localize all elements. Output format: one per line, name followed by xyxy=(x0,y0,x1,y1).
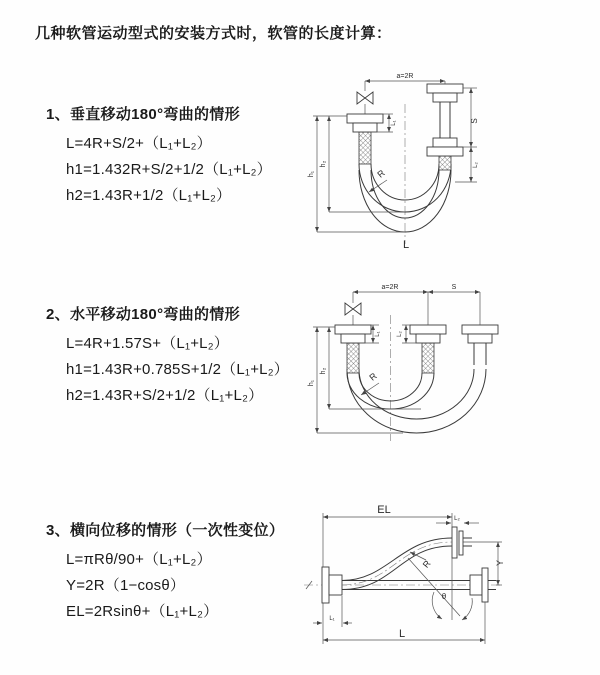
dim-label-y: Y xyxy=(495,559,505,567)
diagram-horizontal-u-bend xyxy=(303,279,588,474)
formula-line: h2=1.43R+S/2+1/2（L₁+L₂） xyxy=(66,387,264,404)
formula-line: L=4R+S/2+（L₁+L₂） xyxy=(66,135,212,152)
dim-label-l1: L₁ xyxy=(329,616,335,622)
formula-line: h1=1.43R+0.785S+1/2（L₁+L₂） xyxy=(66,361,289,378)
dim-label-h1: h₁ xyxy=(308,379,315,387)
dim-label-l1: L₁ xyxy=(391,120,397,126)
flange xyxy=(322,567,329,603)
diagram-vertical-u-bend xyxy=(303,68,588,263)
formula-line: L=4R+1.57S+（L₁+L₂） xyxy=(66,335,229,352)
dim-label-theta: θ xyxy=(441,592,447,601)
left-fitting xyxy=(335,292,371,343)
section-1-heading: 1、垂直移动180°弯曲的情形 xyxy=(46,106,240,123)
hose-arcs xyxy=(347,369,486,433)
braided-hose-left xyxy=(347,343,359,373)
flange xyxy=(347,114,383,123)
left-fitting xyxy=(347,92,383,132)
flange-hub xyxy=(433,93,457,102)
dim-label-s: S xyxy=(451,284,457,291)
dim-label-l2: L₂ xyxy=(473,162,479,168)
flange-hub xyxy=(341,334,365,343)
flange-hub xyxy=(433,138,457,147)
dim-label-l2: L₂ xyxy=(454,516,460,522)
dim-label-l: L xyxy=(402,239,410,251)
flange xyxy=(459,531,463,555)
section-vertical-bend xyxy=(46,103,306,209)
flange-hub xyxy=(353,123,377,132)
flange xyxy=(482,568,488,602)
left-fitting xyxy=(322,567,342,603)
section-1-formulas xyxy=(46,131,306,209)
flange xyxy=(335,325,371,334)
flange-hub xyxy=(468,334,492,343)
section-3-heading: 3、横向位移的情形（一次性变位） xyxy=(46,522,285,539)
dimension-lines xyxy=(313,292,480,433)
formula-line: EL=2Rsinθ+（L₁+L₂） xyxy=(66,603,219,620)
formula-line: h2=1.43R+1/2（L₁+L₂） xyxy=(66,187,232,204)
section-2-heading: 2、水平移动180°弯曲的情形 xyxy=(46,306,240,323)
dim-label-h2: h₂ xyxy=(320,160,327,168)
flange xyxy=(427,147,463,156)
section-horizontal-bend xyxy=(46,303,306,409)
flange-hub xyxy=(329,575,342,595)
dim-label-r: R xyxy=(367,370,379,383)
right-fitting-shifted xyxy=(462,325,498,343)
page-title: 几种软管运动型式的安装方式时，软管的长度计算： xyxy=(35,25,392,42)
section-3-formulas xyxy=(46,547,306,625)
right-fitting xyxy=(427,84,463,156)
dim-label-h2: h₂ xyxy=(320,367,327,375)
flange xyxy=(452,527,457,558)
dim-label-l2: L₂ xyxy=(397,331,403,337)
dim-label-a2r: a=2R xyxy=(396,73,414,80)
dim-label-l1: L₁ xyxy=(375,331,381,337)
dim-label-s: S xyxy=(470,118,479,124)
middle-fitting xyxy=(410,325,446,343)
flange xyxy=(427,84,463,93)
formula-line: Y=2R（1−cosθ） xyxy=(66,577,186,594)
diagram-lateral-displacement xyxy=(296,500,596,670)
flange xyxy=(410,325,446,334)
displaced-end-fitting xyxy=(452,527,472,558)
formula-line: L=πRθ/90+（L₁+L₂） xyxy=(66,551,212,568)
flange-hub xyxy=(470,575,482,595)
dim-label-a2r: a=2R xyxy=(381,284,399,291)
dim-label-el: EL xyxy=(377,504,391,516)
braided-hose-right xyxy=(439,156,451,170)
dim-label-h1: h₁ xyxy=(308,170,315,178)
dim-label-r: R xyxy=(420,558,433,570)
flange-hub xyxy=(416,334,440,343)
shifted-pipe-right xyxy=(474,343,486,365)
formula-line: h1=1.432R+S/2+1/2（L₁+L₂） xyxy=(66,161,272,178)
valve-icon xyxy=(345,303,361,315)
flange xyxy=(462,325,498,334)
dim-label-r: R xyxy=(375,167,387,180)
dimension-lines xyxy=(313,81,477,232)
braided-hose-middle xyxy=(422,343,434,373)
valve-icon xyxy=(357,92,373,104)
dim-label-l: L xyxy=(398,628,406,640)
section-lateral-displacement xyxy=(46,519,306,625)
angle-construction xyxy=(408,513,472,620)
displaced-hose xyxy=(342,538,452,590)
braided-hose-left xyxy=(359,132,371,164)
section-2-formulas xyxy=(46,331,306,409)
